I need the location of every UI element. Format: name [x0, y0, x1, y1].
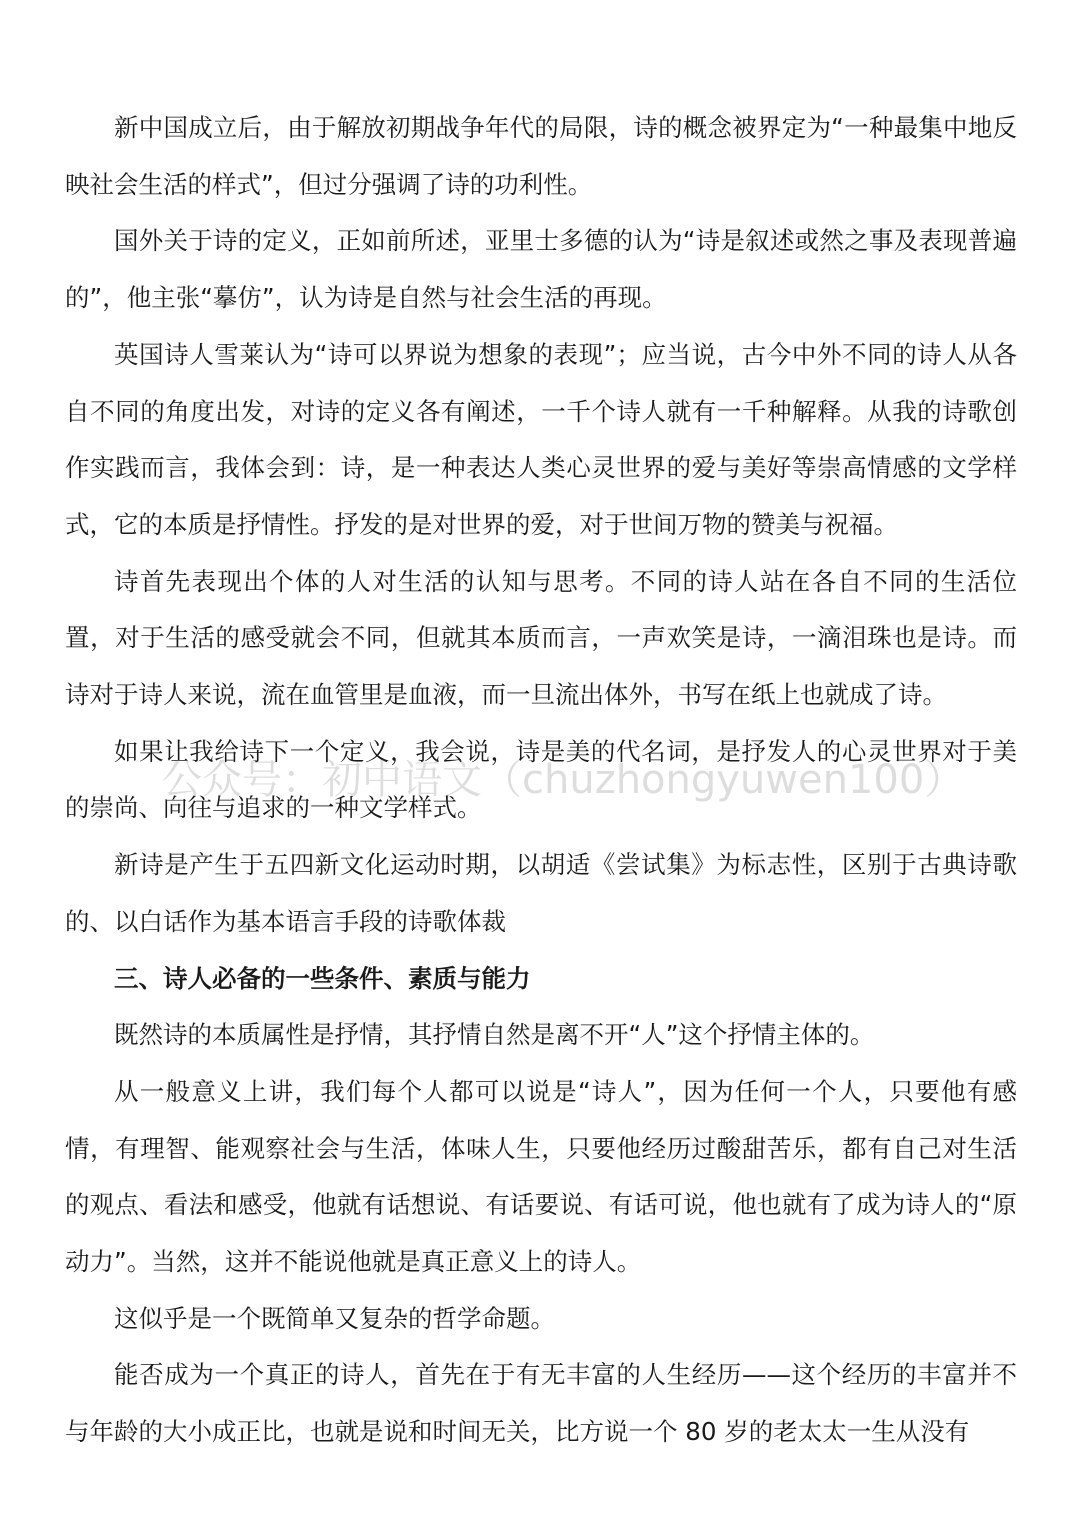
paragraph-8: 从一般意义上讲，我们每个人都可以说是“诗人”，因为任何一个人，只要他有感情，有理智、能观察社会与生活，体味人生，只要他经历过酸甜苦乐，都有自己对生活的观点、看法和感受，他就有话想说、有话要说、有话可说，他也就有了成为诗人的“原动力”。当然，这并不能说他就是真正意义上的诗人。 — [65, 1076, 1017, 1277]
paragraph-2: 国外关于诗的定义，正如前所述，亚里士多德的认为“诗是叙述或然之事及表现普遍的”，他主张“摹仿”，认为诗是自然与社会生活的再现。 — [65, 226, 1017, 313]
paragraph-5: 如果让我给诗下一个定义，我会说，诗是美的代名词，是抒发人的心灵世界对于美的崇尚、向往与追求的一种文学样式。 — [65, 736, 1017, 823]
paragraph-1: 新中国成立后，由于解放初期战争年代的局限，诗的概念被界定为“一种最集中地反映社会生活的样式”，但过分强调了诗的功利性。 — [65, 113, 1017, 199]
section-heading: 三、诗人必备的一些条件、素质与能力 — [114, 963, 531, 993]
paragraph-4: 诗首先表现出个体的人对生活的认知与思考。不同的诗人站在各自不同的生活位置，对于生活的感受就会不同，但就其本质而言，一声欢笑是诗，一滴泪珠也是诗。而诗对于诗人来说，流在血管里是血液，而一旦流出体外，书写在纸上也就成了诗。 — [65, 566, 1017, 710]
document-body — [65, 100, 1017, 1461]
paragraph-10: 能否成为一个真正的诗人，首先在于有无丰富的人生经历——这个经历的丰富并不与年龄的大小成正比，也就是说和时间无关，比方说一个 80 岁的老太太一生从没有 — [65, 1360, 1017, 1447]
paragraph-9: 这似乎是一个既简单又复杂的哲学命题。 — [114, 1303, 555, 1333]
watermark-text: 公众号：初中语文（chuzhongyuwen100） — [162, 757, 965, 803]
paragraph-6: 新诗是产生于五四新文化运动时期，以胡适《尝试集》为标志性，区别于古典诗歌的、以白话作为基本语言手段的诗歌体裁 — [65, 850, 1017, 936]
paragraph-3: 英国诗人雪莱认为“诗可以界说为想象的表现”；应当说，古今中外不同的诗人从各自不同的角度出发，对诗的定义各有阐述，一千个诗人就有一千种解释。从我的诗歌创作实践而言，我体会到：诗，是一种表达人类心灵世界的爱与美好等崇高情感的文学样式，它的本质是抒情性。抒发的是对世界的爱，对于世间万物的赞美与祝福。 — [65, 339, 1017, 539]
paragraph-7: 既然诗的本质属性是抒情，其抒情自然是离不开“人”这个抒情主体的。 — [114, 1020, 875, 1050]
